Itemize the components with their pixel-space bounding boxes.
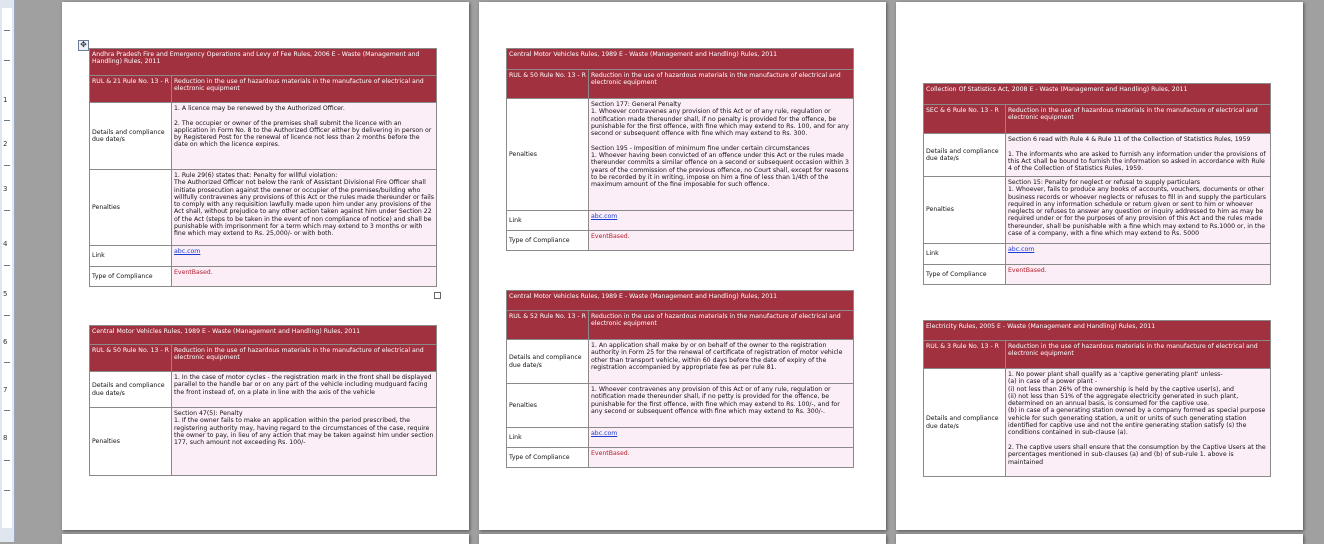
- table-title: Central Motor Vehicles Rules, 1989 E - Waste (Management and Handling) Rules, 2011: [90, 326, 437, 345]
- ruler-tick: [4, 60, 10, 61]
- ruler-tick: [4, 30, 10, 31]
- type-value: EventBased.: [589, 448, 854, 468]
- table-title: Collection Of Statistics Act, 2008 E - Waste (Management and Handling) Rules, 2011: [924, 84, 1271, 105]
- link[interactable]: abc.com: [1008, 246, 1035, 253]
- details-label: Details and compliance due date/s: [507, 340, 589, 384]
- ruler-page-area: [2, 8, 12, 528]
- type-label: Type of Compliance: [924, 265, 1006, 285]
- details-label: Details and compliance due date/s: [90, 372, 172, 408]
- ruler-number: 1: [3, 96, 8, 104]
- link-value: [589, 211, 854, 231]
- link-value: [172, 246, 437, 267]
- ruler-tick: [4, 410, 10, 411]
- rule-description: Reduction in the use of hazardous materials in the manufacture of electrical and electronic equipment: [172, 76, 437, 103]
- ruler-tick: [4, 362, 10, 363]
- ruler-number: 3: [3, 185, 8, 193]
- document-page-4[interactable]: [62, 534, 469, 544]
- link-label: Link: [90, 246, 172, 267]
- table-title: Central Motor Vehicles Rules, 1989 E - Waste (Management and Handling) Rules, 2011: [507, 49, 854, 70]
- ruler-tick: [4, 460, 10, 461]
- penalties-label: Penalties: [507, 99, 589, 211]
- ruler-tick: [4, 165, 10, 166]
- rule-description: Reduction in the use of hazardous materials in the manufacture of electrical and electronic equipment: [172, 345, 437, 372]
- link-label: Link: [507, 211, 589, 231]
- details-value: Section 6 read with Rule 4 & Rule 11 of the Collection of Statistics Rules, 1959 1. The informants who are asked to furnish any information under the provisions of this Act shall be bound to furnish the information so asked in accordance with Rule 4 of the Collection of Statistics Rules, 1959.: [1006, 134, 1271, 177]
- rule-description: Reduction in the use of hazardous materials in the manufacture of electrical and electronic equipment: [1006, 341, 1271, 369]
- link-label: Link: [507, 428, 589, 448]
- table-title: Electricity Rules, 2005 E - Waste (Management and Handling) Rules, 2011: [924, 321, 1271, 341]
- compliance-table: [506, 48, 854, 251]
- rule-description: Reduction in the use of hazardous materials in the manufacture of electrical and electronic equipment: [589, 311, 854, 340]
- type-value: EventBased.: [589, 231, 854, 251]
- ruler-number: 4: [3, 240, 8, 248]
- rule-description: Reduction in the use of hazardous materials in the manufacture of electrical and electronic equipment: [589, 70, 854, 99]
- link[interactable]: abc.com: [174, 248, 201, 255]
- ruler-tick: [4, 315, 10, 316]
- penalties-label: Penalties: [90, 408, 172, 476]
- penalties-value: Section 15: Penalty for neglect or refusal to supply particulars 1. Whoever, fails to produce any books of accounts, vouchers, documents or other business records or whoever neglects or refuses to fill in and supply the particulars required in any information schedule or return given or sent to him or whoever neglects or refuses to answer any question or inquiry addressed to him as may be required under or for the purposes of any provision of this Act and the rules made thereunder, shall be punishable with a fine which may extend to Rs.1000 or, in the case of a company, with a fine which may extend to Rs. 5000: [1006, 177, 1271, 244]
- type-value: EventBased.: [1006, 265, 1271, 285]
- rule-number: RUL & 50 Rule No. 13 - R: [507, 70, 589, 99]
- link[interactable]: abc.com: [591, 213, 618, 220]
- document-page-6[interactable]: [896, 534, 1303, 544]
- document-page-5[interactable]: [479, 534, 886, 544]
- vertical-ruler[interactable]: [0, 0, 15, 542]
- ruler-tick: [4, 265, 10, 266]
- details-label: Details and compliance due date/s: [924, 134, 1006, 177]
- details-value: 1. In the case of motor cycles - the registration mark in the front shall be displayed parallel to the handle bar or on any part of the vehicle including mudguard facing the front instead of, on a plate in line with the axis of the vehicle: [172, 372, 437, 408]
- compliance-table: [506, 290, 854, 468]
- rule-number: SEC & 6 Rule No. 13 - R: [924, 105, 1006, 134]
- type-label: Type of Compliance: [90, 267, 172, 287]
- table-title: Central Motor Vehicles Rules, 1989 E - Waste (Management and Handling) Rules, 2011: [507, 291, 854, 311]
- rule-number: RUL & 3 Rule No. 13 - R: [924, 341, 1006, 369]
- ruler-number: 5: [3, 290, 8, 298]
- link-value: [589, 428, 854, 448]
- rule-number: RUL & 52 Rule No. 13 - R: [507, 311, 589, 340]
- ruler-number: 6: [3, 338, 8, 346]
- penalties-value: 1. Rule 29(6) states that: Penalty for willful violation: The Authorized Officer not below the rank of Assistant Divisional Fire Officer shall initiate prosecution against the owner or occupier of the premises/building who willfully contravenes any provisions of this Act or the rules made thereunder or fails to comply with any requisition lawfully made upon him under any provisions of the Act shall, without prejudice to any other action taken against him under Section 22 of the Act (steps to be taken in the event of non compliance of notice) and shall be punishable with imprisonment for a term which may extend to 3 months or with fine which may extend to Rs. 25,000/- or with both.: [172, 170, 437, 246]
- rule-description: Reduction in the use of hazardous materials in the manufacture of electrical and electronic equipment: [1006, 105, 1271, 134]
- ruler-tick: [4, 120, 10, 121]
- details-value: 1. An application shall make by or on behalf of the owner to the registration authority in Form 25 for the renewal of certificate of registration of motor vehicle other than transport vehicle, within 60 days before the date of expiry of the registration accompanied by appropriate fee as per rule 81.: [589, 340, 854, 384]
- penalties-value: Section 47(5): Penalty 1. If the owner fails to make an application within the period prescribed, the registering authority may, having regard to the circumstances of the case, require the owner to pay, in lieu of any action that may be taken against him under section 177, such amount not exceeding Rs. 100/-: [172, 408, 437, 476]
- link-label: Link: [924, 244, 1006, 265]
- ruler-number: 7: [3, 386, 8, 394]
- penalties-label: Penalties: [924, 177, 1006, 244]
- ruler-number: 8: [3, 434, 8, 442]
- type-value: EventBased.: [172, 267, 437, 287]
- penalties-value: 1. Whoever contravenes any provision of this Act or of any rule, regulation or notification made thereunder shall, if no petty is provided for the offence, be punishable for the first offence, with fine which may extend to Rs. 100/-, and for any second or subsequent offence with fine which may extend to Rs. 300/-.: [589, 384, 854, 428]
- details-label: Details and compliance due date/s: [90, 103, 172, 170]
- penalties-value: Section 177: General Penalty 1. Whoever contravenes any provision of this Act or of any rule, regulation or notification made thereunder shall, if no penalty is provided for the offence, be punishable for the first offence, with fine which may extend to Rs. 100, and for any second or subsequent offence with fine which may extend to Rs. 300. Section 195 - Imposition of minimum fine under certain circumstances 1. Whoever having been convicted of an offence under this Act or the rules made thereunder commits a similar offence on a second or subsequent occasion within 3 years of the commission of the previous offence, no Court shall, except for reasons to be recorded by it in writing, impose on him a fine of less than 1/4th of the maximum amount of the fine imposable for such offence.: [589, 99, 854, 211]
- link[interactable]: abc.com: [591, 430, 618, 437]
- details-value: 1. No power plant shall qualify as a 'captive generating plant' unless- (a) in case of a power plant - (i) not less than 26% of the ownership is held by the captive user(s), and (ii) not less than 51% of the aggregate electricity generated in such plant, determined on an annual basis, is consumed for the captive use. (b) in case of a generating station owned by a company formed as special purpose vehicle for such generating station, a unit or units of such generating station identified for captive use and not the entire generating station satisfy (s) the conditions contained in sub-clause (a). 2. The captive users shall ensure that the consumption by the Captive Users at the percentages mentioned in sub-clauses (a) and (b) of sub-rule 1. above is maintained: [1006, 369, 1271, 477]
- ruler-tick: [4, 490, 10, 491]
- table-title: Andhra Pradesh Fire and Emergency Operations and Levy of Fee Rules, 2006 E - Waste (Management and Handling) Rules, 2011: [90, 49, 437, 76]
- compliance-table: [89, 325, 437, 476]
- details-value: 1. A licence may be renewed by the Authorized Officer. 2. The occupier or owner of the premises shall submit the licence with an application in Form No. 8 to the Authorized Officer either by delivering in person or by Registered Post for the renewal of licence not less than 2 months before the date on which the licence expires.: [172, 103, 437, 170]
- compliance-table: [923, 83, 1271, 285]
- penalties-label: Penalties: [90, 170, 172, 246]
- type-label: Type of Compliance: [507, 448, 589, 468]
- ruler-number: 2: [3, 140, 8, 148]
- rule-number: RUL & 50 Rule No. 13 - R: [90, 345, 172, 372]
- table-resize-handle[interactable]: [434, 292, 441, 299]
- compliance-table: [923, 320, 1271, 477]
- link-value: [1006, 244, 1271, 265]
- table-move-handle-icon[interactable]: ✥: [78, 40, 89, 51]
- details-label: Details and compliance due date/s: [924, 369, 1006, 477]
- rule-number: RUL & 21 Rule No. 13 - R: [90, 76, 172, 103]
- compliance-table: [89, 48, 437, 287]
- penalties-label: Penalties: [507, 384, 589, 428]
- ruler-tick: [4, 210, 10, 211]
- type-label: Type of Compliance: [507, 231, 589, 251]
